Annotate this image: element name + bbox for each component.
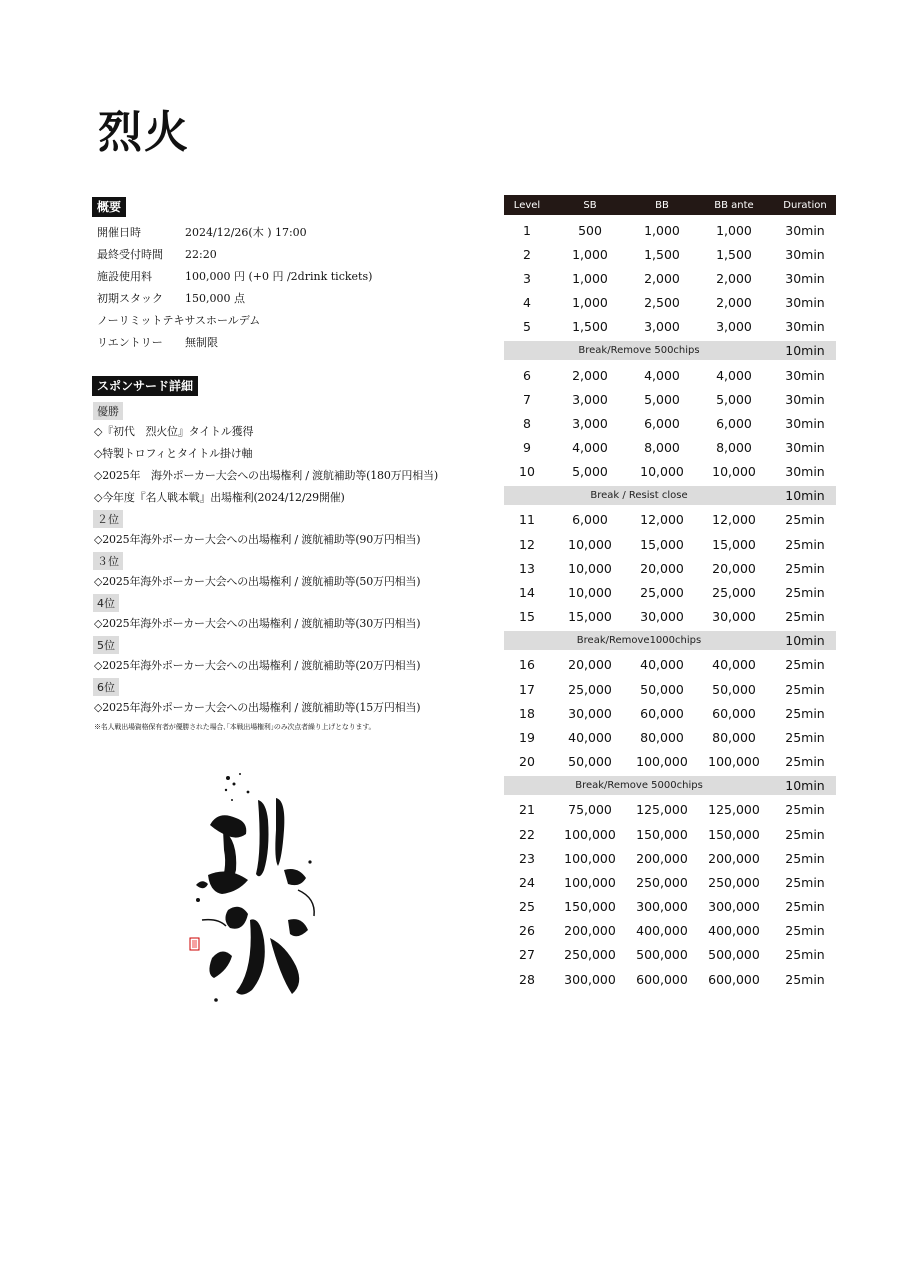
cell-bb: 15,000 xyxy=(640,536,684,552)
table-row xyxy=(504,677,836,701)
cell-duration: 30min xyxy=(785,222,825,238)
sponsor-section xyxy=(92,375,472,732)
break-row xyxy=(504,341,836,360)
place-tag: 5位 xyxy=(93,636,119,654)
cell-level: 9 xyxy=(523,440,531,456)
cell-duration: 30min xyxy=(785,367,825,383)
cell-duration: 25min xyxy=(785,971,825,987)
cell-bb: 600,000 xyxy=(636,971,688,987)
cell-level: 25 xyxy=(519,899,535,915)
cell-ante: 400,000 xyxy=(708,923,760,939)
cell-bb: 20,000 xyxy=(640,560,684,576)
cell-bb: 5,000 xyxy=(644,391,680,407)
cell-sb: 50,000 xyxy=(568,754,612,770)
overview-row xyxy=(97,287,472,309)
table-row xyxy=(504,460,836,484)
cell-sb: 5,000 xyxy=(572,464,608,480)
prize-line: ◇2025年海外ポーカー大会への出場権利 / 渡航補助等(15万円相当) xyxy=(94,701,421,714)
cell-duration: 25min xyxy=(785,705,825,721)
cell-duration: 25min xyxy=(785,585,825,601)
place-tag: 4位 xyxy=(93,594,119,612)
cell-bb: 1,500 xyxy=(644,246,680,262)
cell-duration: 25min xyxy=(785,512,825,528)
cell-level: 17 xyxy=(519,681,535,697)
cell-level: 3 xyxy=(523,270,531,286)
overview-key: 初期スタック xyxy=(97,292,163,305)
overview-row xyxy=(97,331,472,353)
level-group xyxy=(504,508,836,629)
cell-ante: 6,000 xyxy=(716,415,752,431)
page-title: 烈火 xyxy=(98,107,190,158)
header-duration: Duration xyxy=(783,199,827,211)
cell-ante: 12,000 xyxy=(712,512,756,528)
cell-ante: 150,000 xyxy=(708,826,760,842)
table-row xyxy=(504,387,836,411)
overview-heading: 概要 xyxy=(92,197,126,217)
table-row xyxy=(504,919,836,943)
header-ante: BB ante xyxy=(714,199,754,211)
cell-level: 13 xyxy=(519,560,535,576)
cell-sb: 1,000 xyxy=(572,246,608,262)
cell-bb: 1,000 xyxy=(644,222,680,238)
cell-level: 20 xyxy=(519,754,535,770)
cell-bb: 100,000 xyxy=(636,754,688,770)
cell-duration: 25min xyxy=(785,560,825,576)
cell-sb: 1,000 xyxy=(572,295,608,311)
cell-duration: 30min xyxy=(785,295,825,311)
cell-ante: 2,000 xyxy=(716,295,752,311)
overview-section xyxy=(92,196,472,353)
cell-sb: 1,000 xyxy=(572,270,608,286)
level-group xyxy=(504,653,836,774)
cell-sb: 4,000 xyxy=(572,440,608,456)
overview-row xyxy=(97,309,472,331)
cell-ante: 25,000 xyxy=(712,585,756,601)
overview-key: リエントリー xyxy=(97,336,163,349)
cell-bb: 12,000 xyxy=(640,512,684,528)
calligraphy-svg xyxy=(188,770,328,1010)
cell-level: 28 xyxy=(519,971,535,987)
overview-key: 施設使用料 xyxy=(97,270,152,283)
table-row xyxy=(504,653,836,677)
cell-sb: 200,000 xyxy=(564,923,616,939)
cell-level: 12 xyxy=(519,536,535,552)
prize-line: ◇『初代 烈火位』タイトル獲得 xyxy=(94,425,254,438)
table-header xyxy=(504,195,836,215)
overview-row xyxy=(97,243,472,265)
cell-level: 8 xyxy=(523,415,531,431)
cell-ante: 100,000 xyxy=(708,754,760,770)
overview-value: 2024/12/26(木 ) 17:00 xyxy=(185,226,307,239)
cell-level: 14 xyxy=(519,585,535,601)
cell-duration: 25min xyxy=(785,754,825,770)
cell-level: 26 xyxy=(519,923,535,939)
cell-ante: 15,000 xyxy=(712,536,756,552)
table-row xyxy=(504,967,836,991)
cell-duration: 30min xyxy=(785,246,825,262)
calligraphy-logo-icon xyxy=(188,770,328,1010)
cell-sb: 100,000 xyxy=(564,826,616,842)
cell-sb: 300,000 xyxy=(564,971,616,987)
cell-level: 5 xyxy=(523,319,531,335)
cell-duration: 25min xyxy=(785,681,825,697)
sponsor-heading: スポンサード詳細 xyxy=(92,376,198,396)
cell-level: 6 xyxy=(523,367,531,383)
cell-duration: 25min xyxy=(785,536,825,552)
cell-sb: 3,000 xyxy=(572,415,608,431)
cell-level: 21 xyxy=(519,802,535,818)
overview-row xyxy=(97,221,472,243)
cell-level: 1 xyxy=(523,222,531,238)
cell-bb: 6,000 xyxy=(644,415,680,431)
cell-level: 15 xyxy=(519,609,535,625)
cell-level: 24 xyxy=(519,874,535,890)
cell-sb: 25,000 xyxy=(568,681,612,697)
cell-sb: 2,000 xyxy=(572,367,608,383)
cell-bb: 400,000 xyxy=(636,923,688,939)
cell-bb: 300,000 xyxy=(636,899,688,915)
cell-sb: 6,000 xyxy=(572,512,608,528)
cell-ante: 3,000 xyxy=(716,319,752,335)
overview-value: 無制限 xyxy=(185,336,218,349)
cell-ante: 250,000 xyxy=(708,874,760,890)
cell-bb: 2,000 xyxy=(644,270,680,286)
table-row xyxy=(504,508,836,532)
table-row xyxy=(504,266,836,290)
cell-ante: 300,000 xyxy=(708,899,760,915)
cell-duration: 25min xyxy=(785,850,825,866)
cell-duration: 30min xyxy=(785,391,825,407)
cell-bb: 125,000 xyxy=(636,802,688,818)
cell-sb: 150,000 xyxy=(564,899,616,915)
cell-ante: 30,000 xyxy=(712,609,756,625)
cell-bb: 4,000 xyxy=(644,367,680,383)
table-row xyxy=(504,411,836,435)
table-row xyxy=(504,943,836,967)
cell-ante: 1,500 xyxy=(716,246,752,262)
cell-ante: 1,000 xyxy=(716,222,752,238)
overview-row xyxy=(97,265,472,287)
cell-sb: 40,000 xyxy=(568,729,612,745)
overview-list xyxy=(92,221,472,353)
table-row xyxy=(504,556,836,580)
cell-level: 10 xyxy=(519,464,535,480)
cell-bb: 3,000 xyxy=(644,319,680,335)
place-tag: 6位 xyxy=(93,678,119,696)
cell-level: 22 xyxy=(519,826,535,842)
overview-value: 22:20 xyxy=(185,247,217,261)
cell-bb: 80,000 xyxy=(640,729,684,745)
cell-duration: 25min xyxy=(785,609,825,625)
cell-duration: 25min xyxy=(785,802,825,818)
cell-bb: 8,000 xyxy=(644,440,680,456)
table-row xyxy=(504,750,836,774)
cell-level: 18 xyxy=(519,705,535,721)
table-row xyxy=(504,218,836,242)
place-tag: ２位 xyxy=(93,510,123,528)
prize-line: ◇2025年海外ポーカー大会への出場権利 / 渡航補助等(90万円相当) xyxy=(94,533,421,546)
table-row xyxy=(504,870,836,894)
cell-sb: 75,000 xyxy=(568,802,612,818)
cell-ante: 200,000 xyxy=(708,850,760,866)
cell-level: 23 xyxy=(519,850,535,866)
cell-bb: 200,000 xyxy=(636,850,688,866)
break-label: Break/Remove 5000chips xyxy=(575,779,703,791)
table-row xyxy=(504,701,836,725)
cell-ante: 20,000 xyxy=(712,560,756,576)
cell-duration: 25min xyxy=(785,923,825,939)
blind-structure-table xyxy=(504,195,836,991)
place-tag: ３位 xyxy=(93,552,123,570)
cell-sb: 100,000 xyxy=(564,874,616,890)
overview-key: ノーリミットテキサスホールデム xyxy=(97,314,261,327)
prize-line: ◇2025年海外ポーカー大会への出場権利 / 渡航補助等(50万円相当) xyxy=(94,575,421,588)
cell-ante: 500,000 xyxy=(708,947,760,963)
info-column xyxy=(92,196,472,732)
cell-bb: 25,000 xyxy=(640,585,684,601)
table-row xyxy=(504,436,836,460)
cell-ante: 10,000 xyxy=(712,464,756,480)
header-level: Level xyxy=(513,199,541,211)
cell-sb: 30,000 xyxy=(568,705,612,721)
cell-bb: 10,000 xyxy=(640,464,684,480)
cell-ante: 8,000 xyxy=(716,440,752,456)
break-label: Break/Remove 500chips xyxy=(578,344,700,356)
footnote: ※名人戦出場資格保有者が優勝された場合､｢本戦出場権利｣のみ次点者繰り上げとなります。 xyxy=(94,723,376,731)
cell-sb: 15,000 xyxy=(568,609,612,625)
table-row xyxy=(504,725,836,749)
overview-key: 最終受付時間 xyxy=(97,248,163,261)
cell-ante: 50,000 xyxy=(712,681,756,697)
break-row xyxy=(504,776,836,795)
cell-sb: 1,500 xyxy=(572,319,608,335)
cell-duration: 25min xyxy=(785,874,825,890)
table-row xyxy=(504,363,836,387)
table-row xyxy=(504,846,836,870)
level-group xyxy=(504,218,836,339)
table-row xyxy=(504,315,836,339)
cell-bb: 2,500 xyxy=(644,295,680,311)
header-bb: BB xyxy=(655,199,669,211)
level-group xyxy=(504,363,836,484)
cell-bb: 50,000 xyxy=(640,681,684,697)
cell-bb: 150,000 xyxy=(636,826,688,842)
cell-bb: 500,000 xyxy=(636,947,688,963)
cell-duration: 25min xyxy=(785,947,825,963)
cell-duration: 25min xyxy=(785,657,825,673)
cell-bb: 250,000 xyxy=(636,874,688,890)
break-row xyxy=(504,631,836,650)
table-row xyxy=(504,822,836,846)
cell-sb: 3,000 xyxy=(572,391,608,407)
table-row xyxy=(504,291,836,315)
break-row xyxy=(504,486,836,505)
cell-level: 19 xyxy=(519,729,535,745)
table-row xyxy=(504,580,836,604)
level-group xyxy=(504,798,836,992)
table-row xyxy=(504,895,836,919)
break-duration: 10min xyxy=(785,342,825,358)
cell-duration: 25min xyxy=(785,826,825,842)
cell-level: 16 xyxy=(519,657,535,673)
cell-sb: 500 xyxy=(578,222,602,238)
prize-line: ◇特製トロフィとタイトル掛け軸 xyxy=(94,447,253,460)
cell-ante: 80,000 xyxy=(712,729,756,745)
cell-duration: 25min xyxy=(785,899,825,915)
cell-level: 2 xyxy=(523,246,531,262)
table-row xyxy=(504,605,836,629)
header-sb: SB xyxy=(583,199,597,211)
cell-sb: 250,000 xyxy=(564,947,616,963)
cell-ante: 125,000 xyxy=(708,802,760,818)
cell-duration: 30min xyxy=(785,415,825,431)
prize-line: ◇2025年海外ポーカー大会への出場権利 / 渡航補助等(20万円相当) xyxy=(94,659,421,672)
places-list xyxy=(92,508,472,718)
cell-duration: 30min xyxy=(785,270,825,286)
cell-sb: 10,000 xyxy=(568,560,612,576)
cell-bb: 60,000 xyxy=(640,705,684,721)
place-tag: 優勝 xyxy=(93,402,123,420)
cell-ante: 5,000 xyxy=(716,391,752,407)
break-duration: 10min xyxy=(785,632,825,648)
break-duration: 10min xyxy=(785,487,825,503)
table-row xyxy=(504,532,836,556)
cell-ante: 2,000 xyxy=(716,270,752,286)
cell-level: 7 xyxy=(523,391,531,407)
table-row xyxy=(504,242,836,266)
cell-ante: 60,000 xyxy=(712,705,756,721)
cell-bb: 30,000 xyxy=(640,609,684,625)
overview-value: 150,000 点 xyxy=(185,292,245,305)
cell-sb: 100,000 xyxy=(564,850,616,866)
cell-sb: 20,000 xyxy=(568,657,612,673)
cell-ante: 600,000 xyxy=(708,971,760,987)
cell-level: 11 xyxy=(519,512,535,528)
cell-bb: 40,000 xyxy=(640,657,684,673)
cell-duration: 30min xyxy=(785,464,825,480)
overview-key: 開催日時 xyxy=(97,226,141,239)
break-label: Break/Remove1000chips xyxy=(576,634,702,646)
cell-level: 27 xyxy=(519,947,535,963)
break-label: Break / Resist close xyxy=(590,489,688,501)
cell-duration: 30min xyxy=(785,319,825,335)
prize-line: ◇2025年海外ポーカー大会への出場権利 / 渡航補助等(30万円相当) xyxy=(94,617,421,630)
cell-sb: 10,000 xyxy=(568,536,612,552)
prize-line: ◇今年度『名人戦本戦』出場権利(2024/12/29開催) xyxy=(94,491,345,504)
cell-duration: 30min xyxy=(785,440,825,456)
cell-ante: 40,000 xyxy=(712,657,756,673)
overview-value: 100,000 円 (+0 円 /2drink tickets) xyxy=(185,270,373,283)
break-duration: 10min xyxy=(785,777,825,793)
table-row xyxy=(504,798,836,822)
cell-level: 4 xyxy=(523,295,531,311)
cell-sb: 10,000 xyxy=(568,585,612,601)
cell-duration: 25min xyxy=(785,729,825,745)
prize-line: ◇2025年 海外ポーカー大会への出場権利 / 渡航補助等(180万円相当) xyxy=(94,469,438,482)
cell-ante: 4,000 xyxy=(716,367,752,383)
